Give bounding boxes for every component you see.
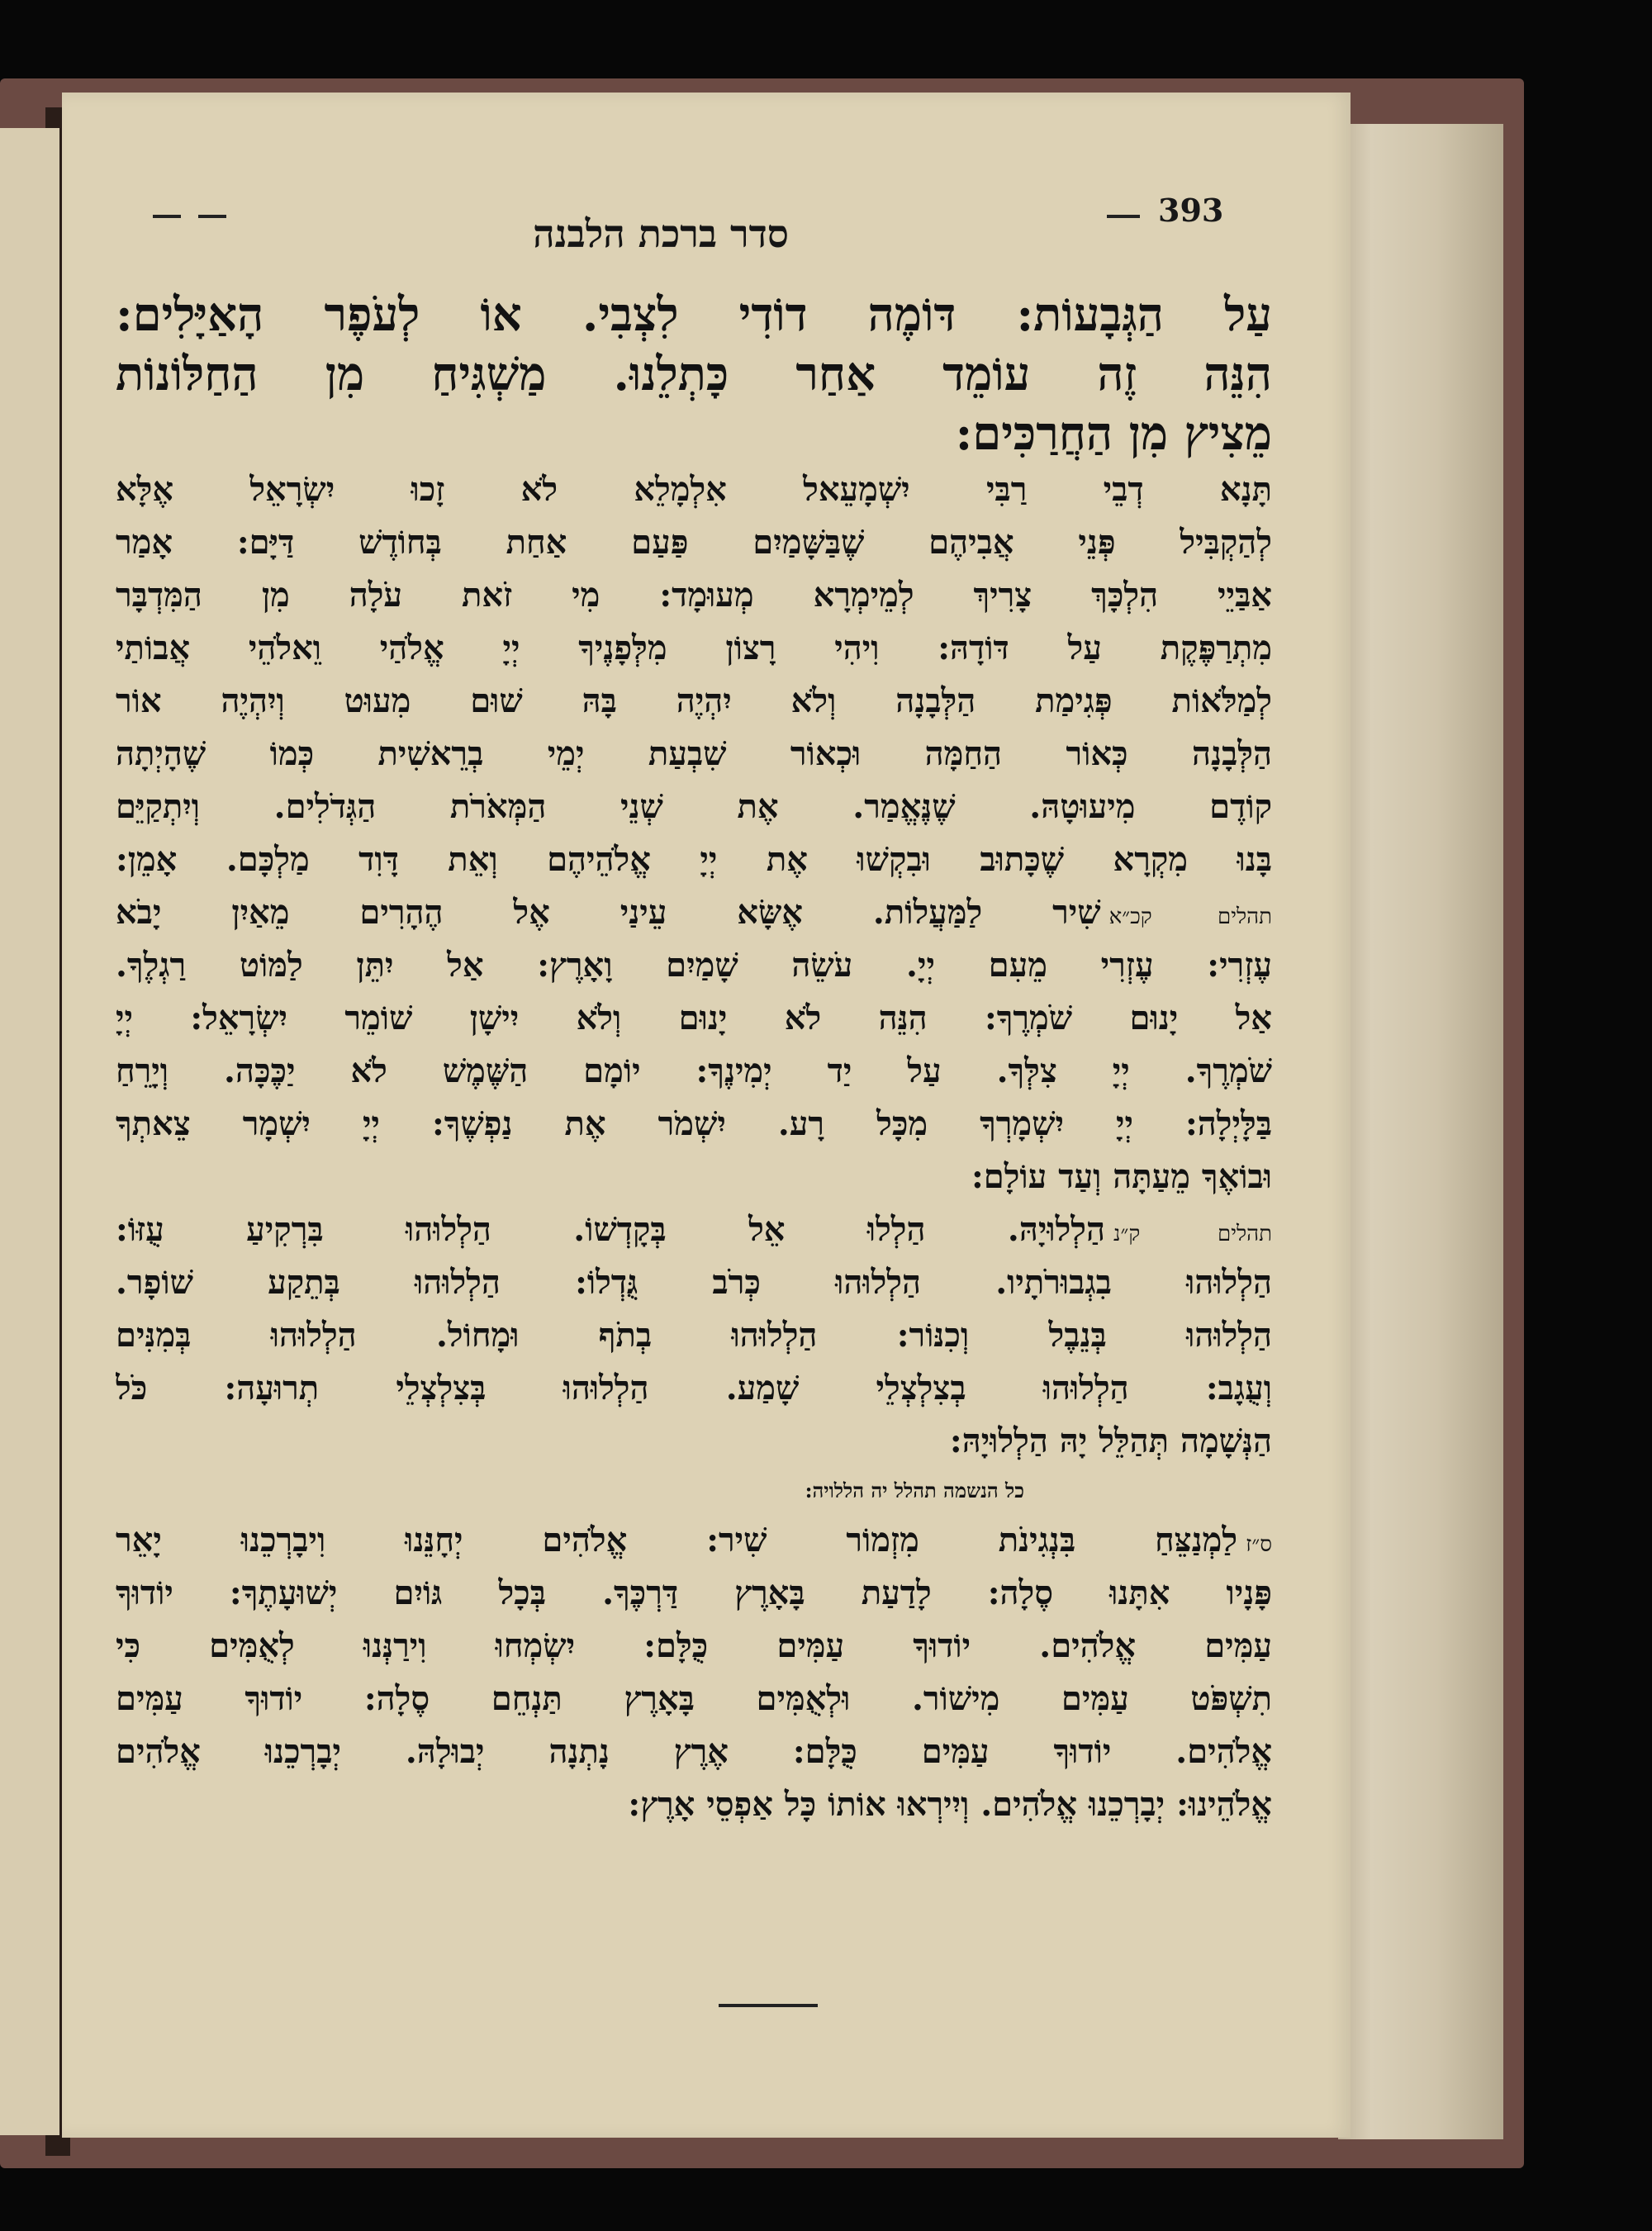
- page-body: [116, 285, 1272, 2061]
- text-line: עֶזְרִי: עֶזְרִי מֵעִם יְיָ. עֹשֵׂה שָׁמַיִם וָאָרֶץ: אַל יִתֵּן לַמּוֹט רַגְלֶךָ.: [116, 946, 1272, 985]
- page-block-edge: [1338, 124, 1503, 2139]
- text-line: תִשְׁפֹּט עַמִּים מִישׁוֹר. וּלְאֻמִּים בָּאָרֶץ תַּנְחֵם סֶלָה: יוֹדוּךָ עַמִּים: [116, 1679, 1272, 1718]
- text-line: שִׁיר לַמַּעֲלוֹת. אֶשָּׂא עֵינַי אֶל הֶהָרִים מֵאַיִן יָבֹא: [116, 893, 1101, 932]
- text-line: הַלְּבָנָה כְּאוֹר הַחַמָּה וּכְאוֹר שִׁבְעַת יְמֵי בְרֵאשִׁית כְּמוֹ שֶׁהָיְתָה: [116, 734, 1272, 773]
- text-line: הַלְלוּהוּ בִגְבוּרֹתָיו. הַלְלוּהוּ כְּרֹב גֻּדְלוֹ: הַלְלוּהוּ בְּתֵקַע שׁוֹפָר.: [116, 1263, 1272, 1302]
- repeat-verse: כל הנשמה תהלל יה הללויה:: [805, 1479, 1024, 1502]
- text-line: עַל הַגְּבָעוֹת: דּוֹמֶה דוֹדִי לִצְבִי. אוֹ לְעֹפֶר הָאַיָּלִים:: [116, 287, 1272, 342]
- text-line: אֱלֹהִים. יוֹדוּךָ עַמִּים כֻּלָּם: אֶרֶץ נָתְנָה יְבוּלָהּ. יְבָרְכֵנוּ אֱלֹהִים: [116, 1732, 1272, 1771]
- text-line: אַל יָנוּם שֹׁמְרֶךָ: הִנֵּה לֹא יָנוּם וְלֹא יִישָׁן שׁוֹמֵר יִשְׂרָאֵל: יְיָ: [116, 999, 1272, 1037]
- psalm-121-first-line: [116, 886, 1272, 939]
- end-rule: [719, 2004, 818, 2007]
- left-page-edge: [0, 128, 59, 2135]
- text-line: מֵצִיץ מִן הַחֲרַכִּים:: [955, 406, 1272, 461]
- header-dash: [153, 215, 181, 218]
- text-line: פָּנָיו אִתָּנוּ סֶלָה: לָדַעַת בָּאָרֶץ דַּרְכֶּךָ. בְּכָל גּוֹיִם יְשׁוּעָתֶךָ: יוֹדוּךָ: [116, 1574, 1272, 1612]
- text-line: לַמְנַצֵּחַ בִּנְגִינֹת מִזְמוֹר שִׁיר: אֱלֹהִים יְחָנֵּנוּ וִיבָרְכֵנוּ יָאֵר: [116, 1521, 1238, 1559]
- text-line: קוֹדֶם מִיעוּטָהּ. שֶׁנֶּאֱמַר. אֶת שְׁנֵי הַמְּאֹרֹת הַגְּדֹלִים. וְיִתְקַיֵּם: [116, 787, 1272, 826]
- header-dash: [1107, 215, 1140, 218]
- psalm-121-caption: תהלים קכ״א: [1108, 904, 1272, 929]
- page-number: 393: [1158, 192, 1224, 229]
- text-line: וּבוֹאֶךָ מֵעַתָּה וְעַד עוֹלָם:: [971, 1157, 1272, 1196]
- text-line: הִנֵּה זֶה עוֹמֵד אַחַר כָּתְלֵנוּ. מַשְׁגִּיחַ מִן הַחַלּוֹנוֹת: [116, 347, 1272, 401]
- text-line: תָּנָא דְבֵי רַבִּי יִשְׁמָעֵאל אִלְמָלֵא לֹא זָכוּ יִשְׂרָאֵל אֶלָּא: [116, 470, 1272, 509]
- text-line: אֱלֹהֵינוּ: יְבָרְכֵנוּ אֱלֹהִים. וְיִירְאוּ אוֹתוֹ כָּל אַפְסֵי אָרֶץ:: [628, 1785, 1272, 1824]
- text-line: שֹׁמְרֶךָ. יְיָ צִלְּךָ. עַל יַד יְמִינֶךָ: יוֹמָם הַשֶּׁמֶשׁ לֹא יַכֶּכָּה. וְיָרֵחַ: [116, 1051, 1272, 1090]
- psalm-150-first-line: [116, 1203, 1272, 1256]
- psalm-150-caption: תהלים ק״נ: [1113, 1222, 1272, 1246]
- text-line: בָּנוּ מִקְרָא שֶׁכָּתוּב וּבִקְשׁוּ אֶת יְיָ אֱלֹהֵיהֶם וְאֵת דָּוִד מַלְכָּם. אָמֵן:: [116, 840, 1272, 879]
- text-line: עַמִּים אֱלֹהִים. יוֹדוּךָ עַמִּים כֻּלָּם: יִשְׂמְחוּ וִירַנְּנוּ לְאֻמִּים כִּי: [116, 1626, 1272, 1665]
- psalm-67-first-line: [116, 1514, 1272, 1567]
- text-line: לְהַקְבִּיל פְּנֵי אֲבִיהֶם שֶׁבַּשָּׁמַיִם פַּעַם אַחַת בְּחוֹדֶשׁ דַּיָּם: אָמַר: [116, 523, 1272, 562]
- text-line: הַלְלוּהוּ בְּנֵבֶל וְכִנּוֹר: הַלְלוּהוּ בְתֹף וּמָחוֹל. הַלְלוּהוּ בְּמִנִּים: [116, 1316, 1272, 1355]
- text-line: אַבַּיֵי הִלְכָּךְ צָרִיךְ לְמֵימְרָא מְעוּמָד: מִי זֹאת עֹלָה מִן הַמִּדְבָּר: [116, 576, 1272, 615]
- text-line: הַלְלוּיָהּ. הַלְלוּ אֵל בְּקָדְשׁוֹ. הַלְלוּהוּ בִּרְקִיעַ עֻזּוֹ:: [116, 1210, 1105, 1249]
- psalm-67-caption: ס״ז: [1246, 1532, 1272, 1557]
- text-line: בַּלָּיְלָה: יְיָ יִשְׁמָרְךָ מִכָּל רָע. יִשְׁמֹר אֶת נַפְשֶׁךָ: יְיָ יִשְׁמָר צֵאתְךָ: [116, 1104, 1272, 1143]
- text-line: הַנְּשָׁמָה תְּהַלֵּל יָהּ הַלְלוּיָהּ:: [949, 1422, 1272, 1460]
- text-line: וְעֻגָב: הַלְלוּהוּ בְצִלְצְלֵי שָׁמַע. הַלְלוּהוּ בְּצִלְצְלֵי תְרוּעָה: כֹּל: [116, 1369, 1272, 1407]
- header-dash: [198, 215, 226, 218]
- running-header: סדר ברכת הלבנה: [533, 211, 789, 256]
- text-line: לְמַלֹּאוֹת פְּגִימַת הַלְּבָנָה וְלֹא יִהְיֶה בָּהּ שׁוּם מִעוּט וְיִהְיֶה אוֹר: [116, 681, 1272, 720]
- text-line: מִתְרַפֶּקֶת עַל דּוֹדָהּ: וִיהִי רָצוֹן מִלְּפָנֶיךָ יְיָ אֱלֹהַי וֵאלֹהֵי אֲבוֹתַי: [116, 629, 1272, 667]
